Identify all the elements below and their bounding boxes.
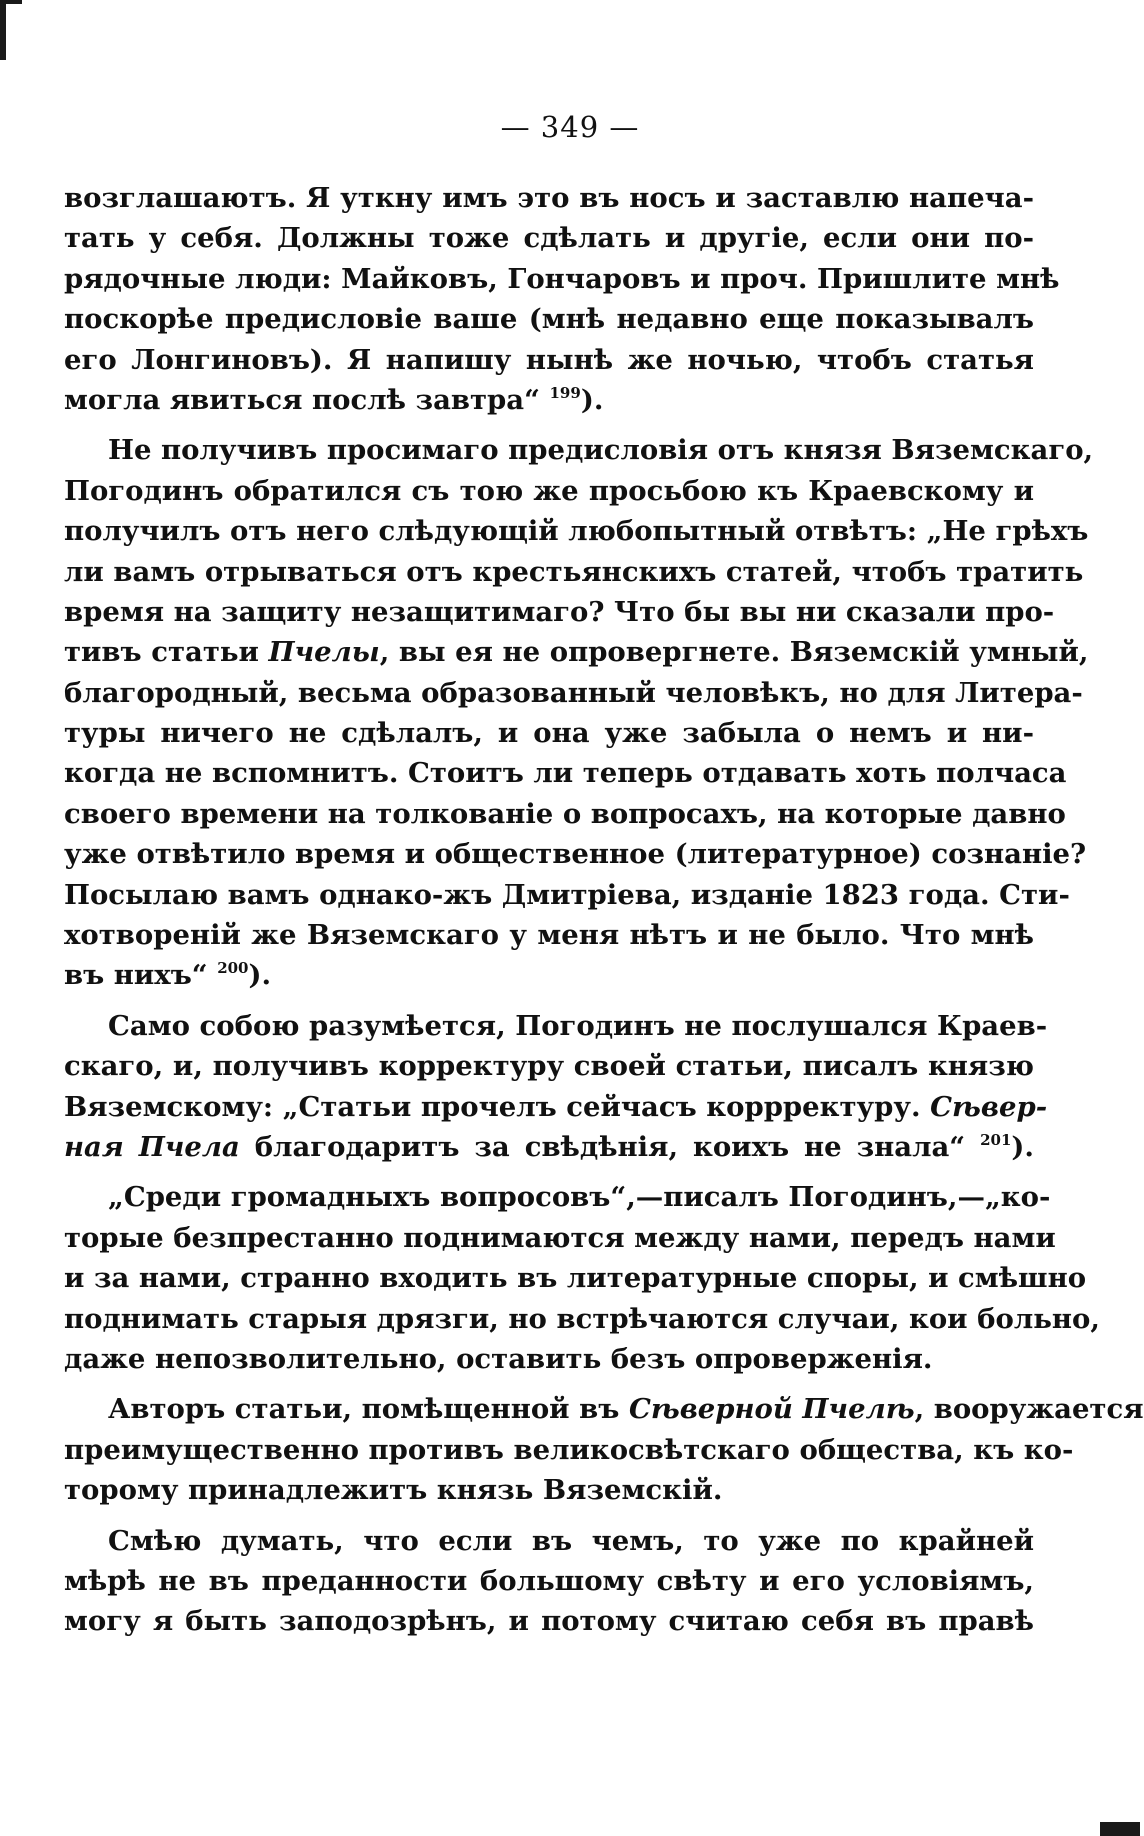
text-line: скаго, и, получивъ корректуру своей статьи, писалъ князю bbox=[64, 1050, 1034, 1083]
text-line: даже непозволительно, оставить безъ опроверженія. bbox=[64, 1342, 933, 1375]
paragraph bbox=[64, 1521, 1034, 1642]
text-line: хотвореній же Вяземскаго у меня нѣтъ и не было. Что мнѣ bbox=[64, 919, 1034, 952]
text-line: и за нами, странно входить въ литературные споры, и смѣшно bbox=[64, 1262, 1087, 1295]
text-line: тивъ статьи Пчелы, вы ея не опровергнете. Вяземскій умный, bbox=[64, 636, 1089, 669]
text-line: благородный, весьма образованный человѣкъ, но для Литера- bbox=[64, 676, 1083, 709]
text-line: торые безпрестанно поднимаются между нами, передъ нами bbox=[64, 1221, 1056, 1254]
text-line: Вяземскому: „Статьи прочелъ сейчасъ коррректуру. Сѣвер- bbox=[64, 1090, 1048, 1123]
page-number: — 349 — bbox=[500, 110, 640, 144]
scan-edge-mark-bottom-right bbox=[1100, 1822, 1140, 1836]
text-line: ная Пчела благодаритъ за свѣдѣнія, коихъ не знала“ $^{201}$). bbox=[64, 1130, 1034, 1163]
paragraph bbox=[64, 1006, 1048, 1168]
text-line: получилъ отъ него слѣдующій любопытный отвѣтъ: „Не грѣхъ bbox=[64, 515, 1089, 548]
text-line: торому принадлежитъ князь Вяземскій. bbox=[64, 1474, 723, 1507]
text-line: своего времени на толкованіе о вопросахъ, на которые давно bbox=[64, 797, 1066, 830]
scan-edge-mark-top-left bbox=[0, 0, 6, 60]
text-line: поднимать старыя дрязги, но встрѣчаются случаи, кои больно, bbox=[64, 1302, 1100, 1335]
text-line: Посылаю вамъ однако-жъ Дмитріева, изданіе 1823 года. Сти- bbox=[64, 878, 1070, 911]
text-line: туры ничего не сдѣлалъ, и она уже забыла о немъ и ни- bbox=[64, 717, 1034, 750]
paragraph bbox=[64, 1177, 1100, 1379]
paragraph bbox=[64, 1389, 1144, 1510]
text-line: могу я быть заподозрѣнъ, и потому считаю себя въ правѣ bbox=[64, 1605, 1034, 1638]
scan-edge-mark-top-left-horizontal bbox=[0, 0, 22, 4]
text-line: „Среди громадныхъ вопросовъ“,—писалъ Погодинъ,—„ко- bbox=[108, 1181, 1051, 1214]
body-text bbox=[64, 178, 1144, 1652]
text-line: Авторъ статьи, помѣщенной въ Сѣверной Пчелѣ, вооружается bbox=[108, 1393, 1144, 1426]
text-line: возглашаютъ. Я уткну имъ это въ носъ и заставлю напеча- bbox=[64, 182, 1034, 214]
text-line: поскорѣе предисловіе ваше (мнѣ недавно еще показывалъ bbox=[64, 303, 1034, 336]
text-line: рядочные люди: Майковъ, Гончаровъ и проч. Пришлите мнѣ bbox=[64, 262, 1060, 295]
text-line: Смѣю думать, что если въ чемъ, то уже по крайней bbox=[108, 1524, 1034, 1557]
text-line: ли вамъ отрываться отъ крестьянскихъ статей, чтобъ тратить bbox=[64, 555, 1084, 588]
text-line: Не получивъ просимаго предисловія отъ князя Вяземскаго, bbox=[108, 434, 1094, 467]
text-line: могла явиться послѣ завтра“ $^{199}$). bbox=[64, 383, 604, 416]
text-line: преимущественно противъ великосвѣтскаго общества, къ ко- bbox=[64, 1433, 1074, 1466]
text-line: время на защиту незащитимаго? Что бы вы ни сказали про- bbox=[64, 595, 1055, 628]
text-line: его Лонгиновъ). Я напишу нынѣ же ночью, чтобъ статья bbox=[64, 343, 1034, 376]
text-line: въ нихъ“ $^{200}$). bbox=[64, 959, 272, 992]
text-line: когда не вспомнитъ. Стоитъ ли теперь отдавать хоть полчаса bbox=[64, 757, 1067, 790]
text-line: тать у себя. Должны тоже сдѣлать и другіе, если они по- bbox=[64, 222, 1034, 255]
text-line: Погодинъ обратился съ тою же просьбою къ Краевскому и bbox=[64, 474, 1034, 507]
text-line: уже отвѣтило время и общественное (литературное) сознаніе? bbox=[64, 838, 1087, 871]
paragraph bbox=[64, 430, 1094, 995]
text-line: Само собою разумѣется, Погодинъ не послушался Краев- bbox=[108, 1009, 1048, 1042]
text-line: мѣрѣ не въ преданности большому свѣту и его условіямъ, bbox=[64, 1564, 1034, 1597]
paragraph bbox=[64, 178, 1060, 420]
